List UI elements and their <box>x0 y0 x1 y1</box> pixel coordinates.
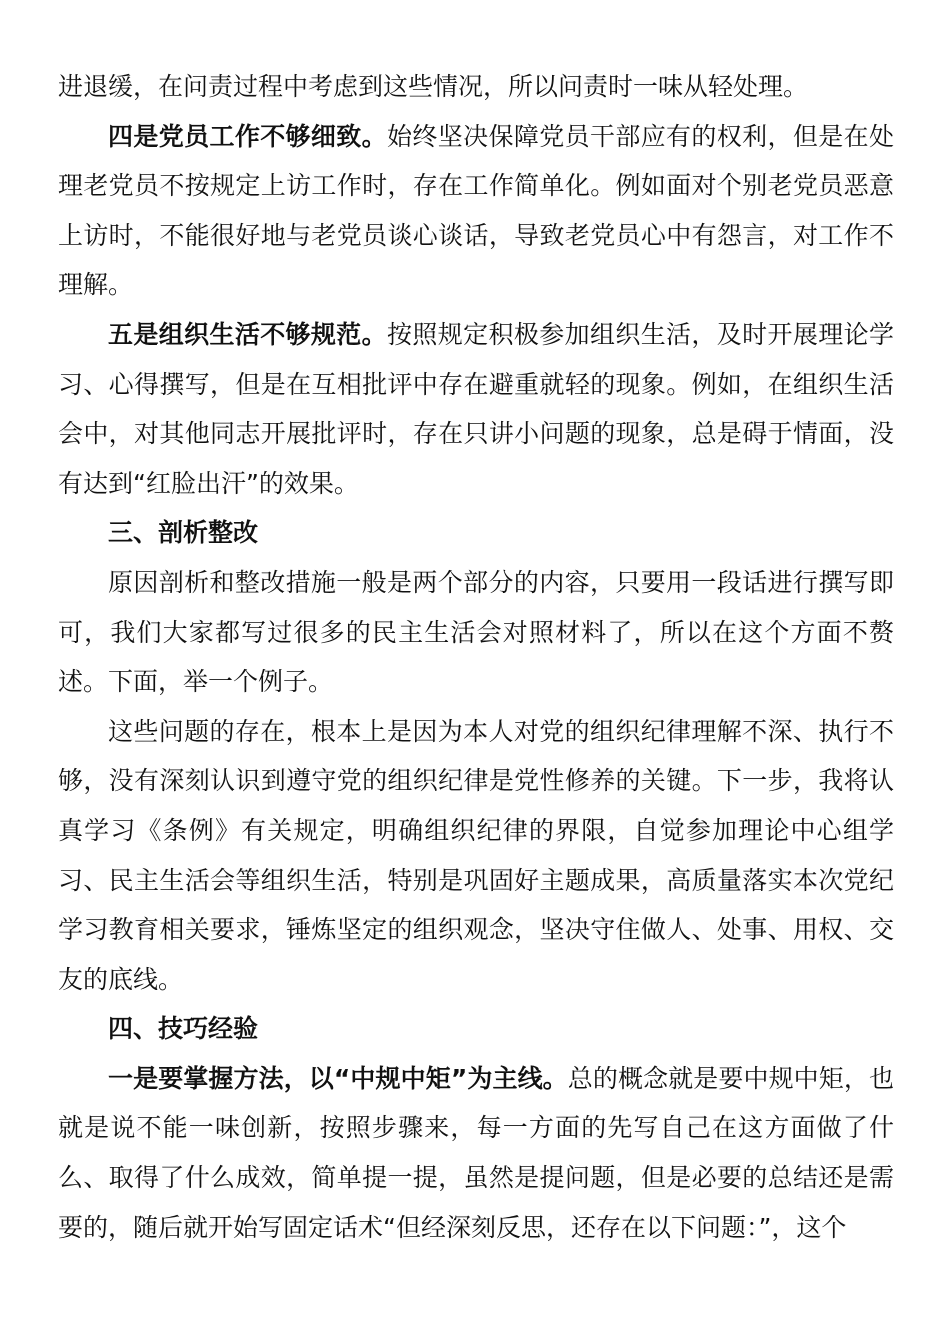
paragraph-lead: 四是党员工作不够细致。 <box>108 121 388 151</box>
paragraph-point-four <box>58 112 894 310</box>
paragraph-text: 原因剖析和整改措施一般是两个部分的内容，只要用一段话进行撰写即可，我们大家都写过很多的民主生活会对照材料了，所以在这个方面不赘述。下面，举一个例子。 <box>58 567 894 697</box>
paragraph-text: 总的概念就是要中规中矩，也就是说不能一味创新，按照步骤来，每一方面的先写自己在这方面做了什么、取得了什么成效，简单提一提，虽然是提问题，但是必要的总结还是需要的，随后就开始写固定话术“但经深刻反思，还存在以下问题：”，这个 <box>58 1063 894 1242</box>
section-heading-four: 四、技巧经验 <box>108 1014 259 1044</box>
paragraph-lead: 一是要掌握方法，以“中规中矩”为主线。 <box>108 1063 568 1093</box>
paragraph-analysis-intro <box>58 558 894 707</box>
paragraph-tip-one <box>58 1054 894 1252</box>
section-heading-three: 三、剖析整改 <box>108 518 259 548</box>
paragraph-text: 这些问题的存在，根本上是因为本人对党的组织纪律理解不深、执行不够，没有深刻认识到遵守党的组织纪律是党性修养的关键。下一步，我将认真学习《条例》有关规定，明确组织纪律的界限，自觉参加理论中心组学习、民主生活会等组织生活，特别是巩固好主题成果，高质量落实本次党纪学习教育相关要求，锤炼坚定的组织观念，坚决守住做人、处事、用权、交友的底线。 <box>58 716 894 994</box>
document-page <box>58 62 894 1252</box>
paragraph-text: 按照规定积极参加组织生活，及时开展理论学习、心得撰写，但是在互相批评中存在避重就轻的现象。例如，在组织生活会中，对其他同志开展批评时，存在只讲小问题的现象，总是碍于情面，没有达到“红脸出汗”的效果。 <box>58 319 894 498</box>
paragraph-analysis-example <box>58 707 894 1005</box>
paragraph-text: 进退缓，在问责过程中考虑到这些情况，所以问责时一味从轻处理。 <box>58 72 809 101</box>
paragraph-point-five <box>58 310 894 508</box>
paragraph-text: 始终坚决保障党员干部应有的权利，但是在处理老党员不按规定上访工作时，存在工作简单化。例如面对个别老党员恶意上访时，不能很好地与老党员谈心谈话，导致老党员心中有怨言，对工作不理解。 <box>58 121 894 300</box>
paragraph-lead: 五是组织生活不够规范。 <box>108 319 388 349</box>
paragraph-continuation <box>58 62 894 112</box>
